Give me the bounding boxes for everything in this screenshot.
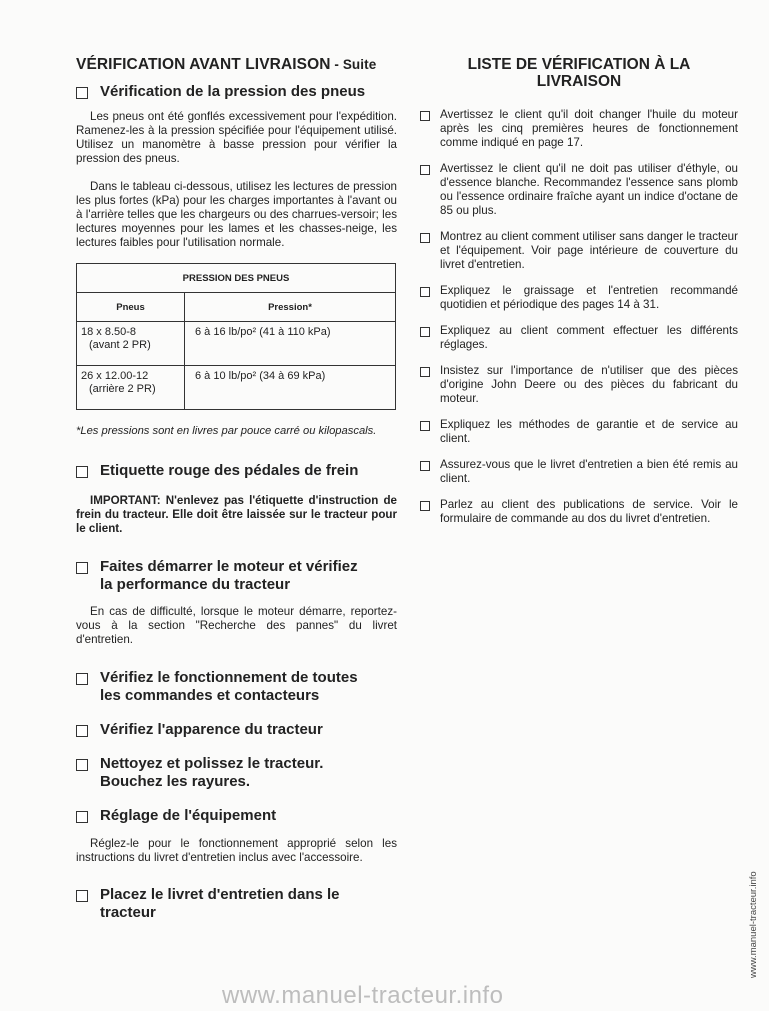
checklist-item-text: Insistez sur l'importance de n'utiliser que des pièces d'origine John Deere ou des pièces du fabricant du moteur. xyxy=(440,364,738,405)
checklist-item xyxy=(420,230,738,272)
checklist-item xyxy=(420,418,738,446)
checkbox-icon xyxy=(76,811,88,823)
table-row xyxy=(77,366,396,410)
table-header-tires: Pneus xyxy=(77,293,185,322)
checkbox-icon xyxy=(420,501,430,511)
section-engine-title xyxy=(76,558,397,594)
checkbox-icon xyxy=(76,673,88,685)
checkbox-icon xyxy=(420,233,430,243)
important-note: IMPORTANT: N'enlevez pas l'étiquette d'instruction de frein du tracteur. Elle doit être laissée sur le tracteur pour le client. xyxy=(76,494,397,535)
checklist-item-text: Assurez-vous que le livret d'entretien a bien été remis au client. xyxy=(440,458,738,485)
checkbox-icon xyxy=(420,111,430,121)
checklist-item-text: Montrez au client comment utiliser sans danger le tracteur et l'équipement. Voir page intérieure de couverture du livret d'entretien. xyxy=(440,230,738,271)
title-line-2: tracteur xyxy=(100,904,156,921)
section-title-text xyxy=(100,669,358,705)
section-title-text: Réglage de l'équipement xyxy=(100,807,277,824)
checklist-item xyxy=(420,284,738,312)
checkbox-icon xyxy=(420,421,430,431)
section-manual-title xyxy=(76,886,397,922)
checkbox-icon xyxy=(420,327,430,337)
page-heading-suffix: - Suite xyxy=(330,57,377,72)
section-clean-title xyxy=(76,755,397,791)
checklist xyxy=(420,108,738,526)
title-line-1: Nettoyez et polissez le tracteur. xyxy=(100,755,324,772)
tire-size: 26 x 12.00-12 xyxy=(81,370,149,382)
page-heading xyxy=(76,56,397,74)
section-title-text: Etiquette rouge des pédales de frein xyxy=(100,462,359,479)
checkbox-icon xyxy=(76,725,88,737)
engine-paragraph: En cas de difficulté, lorsque le moteur démarre, reportez-vous à la section "Recherche des pannes" du livret d'entretien. xyxy=(76,605,397,646)
checklist-item xyxy=(420,108,738,150)
checkbox-icon xyxy=(76,562,88,574)
table-cell-tire xyxy=(77,366,185,410)
checklist-item xyxy=(420,458,738,486)
table-header-pressure: Pression* xyxy=(185,293,396,322)
tire-position: (avant 2 PR) xyxy=(89,339,151,351)
equipment-paragraph: Réglez-le pour le fonctionnement approprié selon les instructions du livret d'entretien inclus avec l'accessoire. xyxy=(76,837,397,864)
title-line-2: Bouchez les rayures. xyxy=(100,773,251,790)
left-column xyxy=(76,56,397,922)
table-cell-pressure: 6 à 16 lb/po² (41 à 110 kPa) xyxy=(185,322,396,366)
table-cell-pressure: 6 à 10 lb/po² (34 à 69 kPa) xyxy=(185,366,396,410)
checklist-heading-line-2: LIVRAISON xyxy=(536,73,622,90)
tires-paragraph-1: Les pneus ont été gonflés excessivement pour l'expédition. Ramenez-les à la pression spécifiée pour l'équipement utilisé. Utilisez un manomètre à basse pression pour vérifier la pression des pneus. xyxy=(76,110,397,165)
tire-size: 18 x 8.50-8 xyxy=(81,326,137,338)
checklist-item xyxy=(420,324,738,352)
side-url-text: www.manuel-tracteur.info xyxy=(748,871,759,978)
section-title-text xyxy=(100,755,323,791)
checkbox-icon xyxy=(76,890,88,902)
checklist-item-text: Expliquez les méthodes de garantie et de service au client. xyxy=(440,418,738,445)
checkbox-icon xyxy=(76,759,88,771)
checklist-item xyxy=(420,162,738,218)
table-cell-tire xyxy=(77,322,185,366)
checklist-item-text: Avertissez le client qu'il ne doit pas utiliser d'éthyle, ou d'essence blanche. Recommandez l'essence sans plomb ou l'essence ordinaire fraîche ayant un indice d'octane de 85 ou plus. xyxy=(440,162,738,217)
table-row xyxy=(77,322,396,366)
section-label-title xyxy=(76,462,397,480)
checkbox-icon xyxy=(420,367,430,377)
tire-position: (arrière 2 PR) xyxy=(89,383,156,395)
title-line-1: Placez le livret d'entretien dans le xyxy=(100,886,340,903)
table-footnote: *Les pressions sont en livres par pouce carré ou kilopascals. xyxy=(76,425,377,437)
title-line-2: les commandes et contacteurs xyxy=(100,687,320,704)
checklist-item-text: Avertissez le client qu'il doit changer l'huile du moteur après les cinq premières heures de fonctionnement comme indiqué en page 17. xyxy=(440,108,738,149)
checkbox-icon xyxy=(420,287,430,297)
tire-pressure-table xyxy=(76,263,396,410)
table-title: PRESSION DES PNEUS xyxy=(77,264,396,293)
watermark-text: www.manuel-tracteur.info xyxy=(222,982,504,1009)
section-equipment-title xyxy=(76,807,397,825)
section-title-text: Vérifiez l'apparence du tracteur xyxy=(100,721,323,738)
section-title-text xyxy=(100,558,358,594)
title-line-2: la performance du tracteur xyxy=(100,576,291,593)
checkbox-icon xyxy=(420,165,430,175)
checklist-item-text: Parlez au client des publications de service. Voir le formulaire de commande au dos du livret d'entretien. xyxy=(440,498,738,525)
checklist-item-text: Expliquez le graissage et l'entretien recommandé quotidien et périodique des pages 14 à 31. xyxy=(440,284,738,311)
page-heading-text: VÉRIFICATION AVANT LIVRAISON xyxy=(76,56,331,73)
section-appearance-title xyxy=(76,721,397,739)
section-tires-title xyxy=(76,83,397,101)
tires-paragraph-2: Dans le tableau ci-dessous, utilisez les lectures de pression les plus fortes (kPa) pour les charges importantes à l'avant ou à l'arrière telles que les chargeurs ou des charrues-versoir; les lectures moyennes pour les lames et les chasses-neige, les lectures faibles pour l'utilisation normale. xyxy=(76,180,397,249)
title-line-1: Vérifiez le fonctionnement de toutes xyxy=(100,669,358,686)
checklist-heading xyxy=(420,56,738,90)
checkbox-icon xyxy=(420,461,430,471)
checklist-heading-line-1: LISTE DE VÉRIFICATION À LA xyxy=(467,56,691,73)
checkbox-icon xyxy=(76,466,88,478)
section-title-text: Vérification de la pression des pneus xyxy=(100,83,366,100)
checkbox-icon xyxy=(76,87,88,99)
section-controls-title xyxy=(76,669,397,705)
checklist-item-text: Expliquez au client comment effectuer les différents réglages. xyxy=(440,324,738,351)
right-column xyxy=(420,56,738,526)
title-line-1: Faites démarrer le moteur et vérifiez xyxy=(100,558,358,575)
section-title-text xyxy=(100,886,340,922)
checklist-item xyxy=(420,498,738,526)
checklist-item xyxy=(420,364,738,406)
